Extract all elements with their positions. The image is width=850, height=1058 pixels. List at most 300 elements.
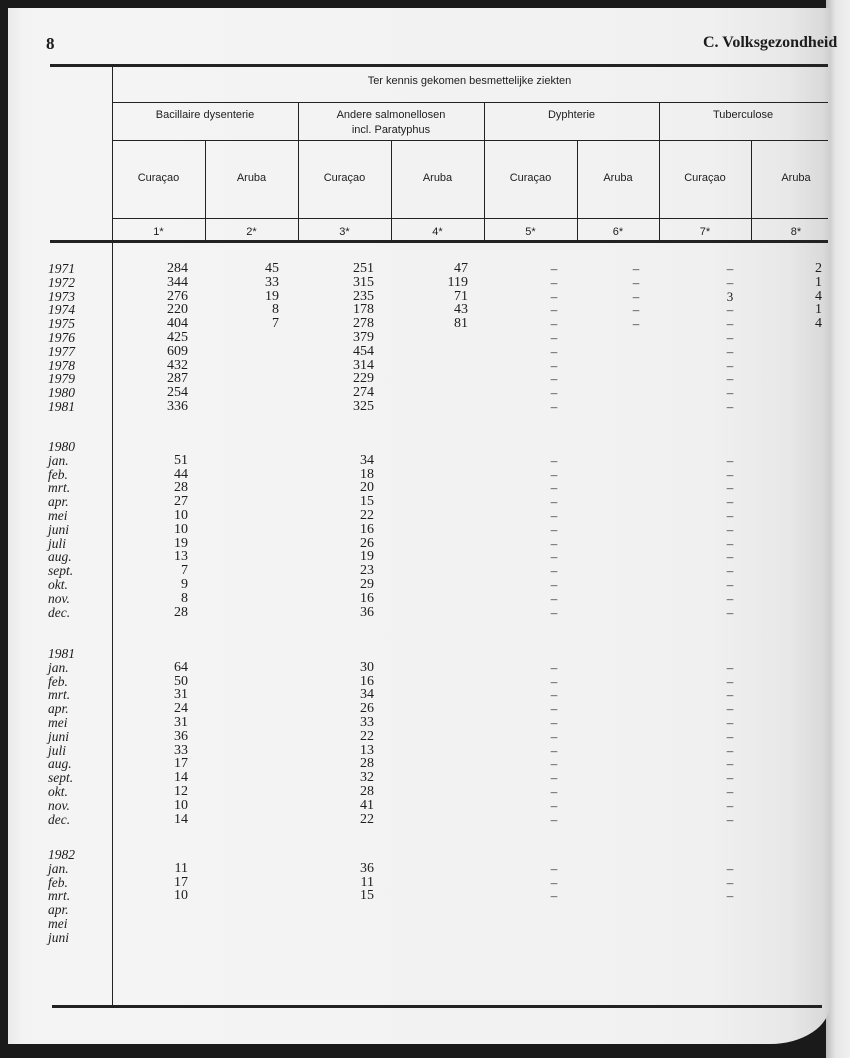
row-label: 1975 (48, 316, 75, 332)
subcol-divider-3 (391, 140, 392, 240)
table-cell: – (726, 357, 734, 373)
row-label: juni (48, 728, 70, 744)
row-label: apr. (48, 494, 69, 510)
table-cell: 19 (174, 535, 188, 551)
table-cell: 16 (360, 590, 374, 606)
table-cell: – (726, 742, 734, 758)
table-cell: – (726, 466, 734, 482)
table-cell (428, 331, 468, 345)
table-cell: – (726, 452, 734, 468)
annual-row-labels (48, 262, 108, 414)
table-cell: 379 (353, 329, 374, 345)
table-cell: 32 (360, 770, 374, 786)
column-number-6: 6* (612, 226, 624, 238)
table-cell: 14 (174, 811, 188, 827)
table-cell: – (550, 494, 558, 510)
row-label: 1976 (48, 329, 75, 345)
table-cell: 13 (174, 549, 188, 565)
subcol-header-1: Curaçao (137, 172, 180, 184)
table-cell: 10 (174, 888, 188, 904)
table-title: Ter kennis gekomen besmettelijke ziekten (367, 75, 572, 87)
table-cell (239, 386, 279, 400)
table-cell (239, 345, 279, 359)
table-cell: 17 (174, 874, 188, 890)
table-cell (428, 359, 468, 373)
table-cell: – (726, 261, 734, 276)
table-cell (616, 359, 656, 373)
annual-col7 (710, 262, 750, 414)
row-label: nov. (48, 590, 70, 606)
table-cell: 41 (360, 797, 374, 813)
table-cell: 81 (454, 316, 468, 332)
table-cell: 278 (353, 316, 374, 332)
row-label: 1974 (48, 302, 75, 318)
table-cell: 454 (353, 343, 374, 359)
table-cell: – (726, 714, 734, 730)
table-bottom-rule (52, 1005, 822, 1008)
table-cell: – (550, 576, 558, 592)
column-number-8: 8* (790, 226, 802, 238)
table-cell: 344 (167, 274, 188, 290)
table-cell: – (550, 507, 558, 523)
table-cell: 284 (167, 261, 188, 276)
table-cell: 71 (454, 288, 468, 304)
table-cell (782, 331, 822, 345)
table-cell: 10 (174, 797, 188, 813)
table-cell: 29 (360, 576, 374, 592)
monthly_1980-row-labels (48, 440, 108, 619)
section-year-label: 1982 (48, 847, 75, 862)
table-cell: 4 (815, 316, 822, 332)
table-cell: 51 (174, 452, 188, 468)
table-cell: 33 (265, 274, 279, 290)
table-cell: 36 (174, 728, 188, 744)
row-label: sept. (48, 563, 74, 579)
table-cell: – (726, 521, 734, 537)
table-cell: 27 (174, 494, 188, 510)
table-cell: 1 (815, 274, 822, 290)
table-cell: 45 (265, 261, 279, 276)
row-label: mrt. (48, 480, 71, 496)
table-cell (782, 372, 822, 386)
table-cell: 119 (447, 274, 468, 290)
section-year-label: 1980 (48, 439, 75, 454)
monthly_1982-col7 (710, 862, 750, 945)
table-cell: – (726, 770, 734, 786)
subcol-divider-7 (751, 140, 752, 240)
row-label: 1979 (48, 371, 75, 387)
row-label: sept. (48, 770, 74, 786)
document-page (8, 8, 830, 1044)
table-cell (616, 345, 656, 359)
group-label: Tuberculose (712, 109, 774, 121)
table-cell: – (726, 316, 734, 332)
table-cell: – (726, 811, 734, 827)
table-cell: 10 (174, 521, 188, 537)
table-cell: 1 (815, 302, 822, 318)
table-cell: 28 (174, 480, 188, 496)
subcol-header-6: Aruba (603, 172, 633, 184)
table-cell: 24 (174, 701, 188, 717)
table-cell: 15 (360, 888, 374, 904)
table-cell: – (550, 701, 558, 717)
table-cell: – (550, 371, 558, 387)
row-label: jan. (48, 452, 69, 468)
table-cell: 274 (353, 385, 374, 401)
table-cell: 22 (360, 811, 374, 827)
row-label: feb. (48, 673, 68, 689)
subcol-divider-1 (205, 140, 206, 240)
table-cell: – (550, 398, 558, 414)
column-number-5: 5* (525, 226, 536, 238)
table-cell: 8 (272, 302, 279, 318)
column-number-2: 2* (246, 226, 257, 238)
column-number-3: 3* (339, 226, 350, 238)
group-header-dyphterie (484, 108, 659, 123)
title-rule (112, 102, 828, 103)
annual-col6 (616, 262, 656, 414)
table-cell: 50 (174, 673, 188, 689)
table-cell (534, 931, 574, 945)
table-cell: 28 (360, 756, 374, 772)
table-cell: 12 (174, 783, 188, 799)
monthly_1981-col5 (534, 661, 574, 827)
table-cell: 36 (360, 604, 374, 620)
table-cell: – (550, 480, 558, 496)
table-cell (616, 372, 656, 386)
table-cell (616, 386, 656, 400)
table-cell: – (550, 783, 558, 799)
table-cell: 4 (815, 288, 822, 304)
table-cell: – (726, 783, 734, 799)
table-cell: – (550, 888, 558, 904)
table-cell: 18 (360, 466, 374, 482)
table-cell: 314 (353, 357, 374, 373)
table-cell: 9 (181, 576, 188, 592)
row-label: juli (48, 742, 67, 758)
table-cell: 44 (174, 466, 188, 482)
table-cell: – (726, 604, 734, 620)
subcol-header-4: Aruba (422, 172, 453, 184)
table-cell: – (550, 673, 558, 689)
table-top-rule (50, 64, 828, 67)
table-cell: 34 (360, 687, 374, 703)
row-label: apr. (48, 902, 69, 918)
table-cell: – (726, 563, 734, 579)
table-cell: 14 (174, 770, 188, 786)
table-cell: – (726, 343, 734, 359)
table-cell: 229 (353, 371, 374, 387)
table-cell: – (726, 728, 734, 744)
table-cell: 33 (360, 714, 374, 730)
table-cell: 19 (360, 549, 374, 565)
table-cell: – (550, 860, 558, 876)
table-cell: 43 (454, 302, 468, 318)
section-title: C. Volksgezondheid (703, 34, 838, 51)
table-cell: 28 (174, 604, 188, 620)
group-label: Andere salmonellosen (336, 109, 446, 121)
table-cell: 31 (174, 714, 188, 730)
stub-divider (112, 64, 113, 1006)
table-cell (148, 903, 188, 917)
table-cell: 432 (167, 357, 188, 373)
table-cell: – (726, 329, 734, 345)
table-cell: 26 (360, 701, 374, 717)
group-label: Bacillaire dysenterie (155, 109, 255, 121)
table-cell (782, 345, 822, 359)
annual-col3 (334, 262, 374, 414)
table-cell (148, 917, 188, 931)
monthly_1982-row-labels (48, 848, 108, 945)
table-cell (148, 931, 188, 945)
table-cell: 3 (726, 288, 734, 304)
row-label: juni (48, 929, 70, 945)
table-cell: 276 (167, 288, 188, 304)
annual-col2 (239, 262, 279, 414)
table-cell: – (550, 797, 558, 813)
table-cell: 22 (360, 728, 374, 744)
table-cell: – (726, 888, 734, 904)
table-cell (710, 917, 750, 931)
table-cell: – (726, 874, 734, 890)
row-label: okt. (48, 783, 68, 799)
subcol-header-7: Curaçao (684, 172, 726, 184)
monthly_1982-col3 (334, 862, 374, 945)
monthly_1981-col3 (334, 661, 374, 827)
table-cell (782, 386, 822, 400)
table-cell (616, 400, 656, 414)
table-cell: – (550, 535, 558, 551)
table-cell: – (726, 701, 734, 717)
table-cell: 11 (174, 860, 188, 876)
monthly_1980-col7 (710, 454, 750, 620)
table-cell: – (550, 343, 558, 359)
subcol-header-3: Curaçao (323, 172, 366, 184)
table-cell: – (550, 874, 558, 890)
table-cell: – (632, 302, 640, 318)
table-cell: 33 (174, 742, 188, 758)
row-label: jan. (48, 860, 69, 876)
table-cell: – (550, 687, 558, 703)
table-cell: – (726, 535, 734, 551)
table-cell: – (550, 728, 558, 744)
row-label: 1971 (48, 261, 75, 276)
table-cell: 23 (360, 563, 374, 579)
annual-col4 (428, 262, 468, 414)
table-cell: 404 (167, 316, 188, 332)
table-cell: – (726, 302, 734, 318)
annual-col1 (148, 262, 188, 414)
row-label: apr. (48, 701, 69, 717)
table-cell: – (726, 398, 734, 414)
table-cell: – (550, 604, 558, 620)
monthly_1981-col7 (710, 661, 750, 827)
table-cell: – (726, 687, 734, 703)
table-cell: 336 (167, 398, 188, 414)
column-number-1: 1* (153, 226, 164, 238)
table-cell: – (550, 316, 558, 332)
monthly_1982-col5 (534, 862, 574, 945)
monthly_1980-col3 (334, 454, 374, 620)
table-cell: – (726, 549, 734, 565)
table-cell: – (726, 797, 734, 813)
row-label: mrt. (48, 687, 71, 703)
table-cell: 7 (272, 316, 279, 332)
row-label: mrt. (48, 888, 71, 904)
table-cell: 36 (360, 860, 374, 876)
table-cell: – (726, 590, 734, 606)
group-header-dysenterie (112, 108, 298, 123)
table-cell (534, 903, 574, 917)
row-label: 1972 (48, 274, 75, 290)
table-cell: – (632, 316, 640, 332)
table-cell: 64 (174, 659, 188, 675)
row-label: aug. (48, 756, 72, 772)
group-rule (112, 140, 828, 141)
header-bottom-rule (50, 240, 828, 243)
table-cell (710, 931, 750, 945)
annual-col8 (782, 262, 822, 414)
table-cell: – (726, 756, 734, 772)
subcol-header-8: Aruba (781, 172, 811, 184)
table-cell (239, 359, 279, 373)
row-label: mei (48, 507, 68, 523)
table-cell: 26 (360, 535, 374, 551)
table-cell: – (550, 521, 558, 537)
group-label: Dyphterie (547, 109, 596, 121)
table-cell: – (726, 494, 734, 510)
table-cell: – (550, 742, 558, 758)
section-year-label: 1981 (48, 646, 75, 661)
table-cell: 8 (181, 590, 188, 606)
table-cell (239, 331, 279, 345)
monthly_1981-col1 (148, 661, 188, 827)
table-cell: 16 (360, 673, 374, 689)
table-cell: 235 (353, 288, 374, 304)
page-number: 8 (46, 34, 55, 53)
table-cell: 47 (454, 261, 468, 276)
table-cell: 15 (360, 494, 374, 510)
table-cell (239, 400, 279, 414)
table-cell (782, 400, 822, 414)
row-label: mei (48, 915, 68, 931)
row-label: aug. (48, 549, 72, 565)
table-cell: – (550, 385, 558, 401)
table-cell: – (550, 357, 558, 373)
table-cell: 609 (167, 343, 188, 359)
table-cell: – (726, 507, 734, 523)
table-cell: – (726, 371, 734, 387)
table-cell (534, 917, 574, 931)
table-cell: – (550, 549, 558, 565)
table-cell: 2 (815, 261, 822, 276)
row-label: 1973 (48, 288, 75, 304)
row-label: jan. (48, 659, 69, 675)
subcol-header-2: Aruba (236, 172, 267, 184)
table-cell: 34 (360, 452, 374, 468)
annual-col5 (534, 262, 574, 414)
row-label: dec. (48, 811, 71, 827)
row-label: dec. (48, 604, 71, 620)
table-cell: 7 (181, 563, 188, 579)
scan-border-top (0, 0, 850, 8)
group-header-tuberculose (659, 108, 827, 123)
table-cell: – (550, 329, 558, 345)
table-cell: – (726, 659, 734, 675)
group-header-salmonellosen (298, 108, 484, 138)
monthly_1980-col5 (534, 454, 574, 620)
table-cell: 13 (360, 742, 374, 758)
monthly_1980-col1 (148, 454, 188, 620)
row-label: 1980 (48, 385, 75, 401)
table-cell: 28 (360, 783, 374, 799)
table-cell: 178 (353, 302, 374, 318)
row-label: juli (48, 535, 67, 551)
table-cell: – (550, 659, 558, 675)
table-cell: – (550, 811, 558, 827)
row-label: 1977 (48, 343, 75, 359)
table-cell: 315 (353, 274, 374, 290)
group-label-line2: incl. Paratyphus (351, 124, 431, 136)
table-cell: 425 (167, 329, 188, 345)
row-label: juni (48, 521, 70, 537)
subcol-header-5: Curaçao (509, 172, 552, 184)
table-cell: – (632, 274, 640, 290)
table-cell: – (726, 385, 734, 401)
table-cell (782, 359, 822, 373)
table-cell: – (726, 480, 734, 496)
table-cell (616, 331, 656, 345)
table-cell: 17 (174, 756, 188, 772)
table-cell (334, 917, 374, 931)
row-label: feb. (48, 874, 68, 890)
table-cell (710, 903, 750, 917)
row-label: mei (48, 714, 68, 730)
table-cell: – (550, 563, 558, 579)
row-label: 1978 (48, 357, 75, 373)
table-cell: – (550, 466, 558, 482)
table-cell: – (726, 860, 734, 876)
monthly_1981-row-labels (48, 647, 108, 826)
table-cell: 19 (265, 288, 279, 304)
row-label: okt. (48, 576, 68, 592)
monthly_1982-col1 (148, 862, 188, 945)
table-cell: – (550, 770, 558, 786)
table-cell: – (550, 261, 558, 276)
table-cell: – (550, 274, 558, 290)
table-cell: – (550, 590, 558, 606)
row-label: feb. (48, 466, 68, 482)
table-cell: 10 (174, 507, 188, 523)
table-cell: 30 (360, 659, 374, 675)
column-number-7: 7* (699, 226, 711, 238)
table-cell (428, 386, 468, 400)
table-cell: 287 (167, 371, 188, 387)
table-cell (334, 903, 374, 917)
table-cell: – (550, 452, 558, 468)
table-cell: – (550, 288, 558, 304)
table-cell: – (726, 274, 734, 290)
table-cell: – (632, 288, 640, 304)
table-cell: – (726, 673, 734, 689)
table-cell: – (550, 714, 558, 730)
subcol-rule (112, 218, 828, 219)
table-cell: – (550, 302, 558, 318)
table-cell: 16 (360, 521, 374, 537)
table-cell: – (726, 576, 734, 592)
subcol-divider-5 (577, 140, 578, 240)
table-cell: 20 (360, 480, 374, 496)
